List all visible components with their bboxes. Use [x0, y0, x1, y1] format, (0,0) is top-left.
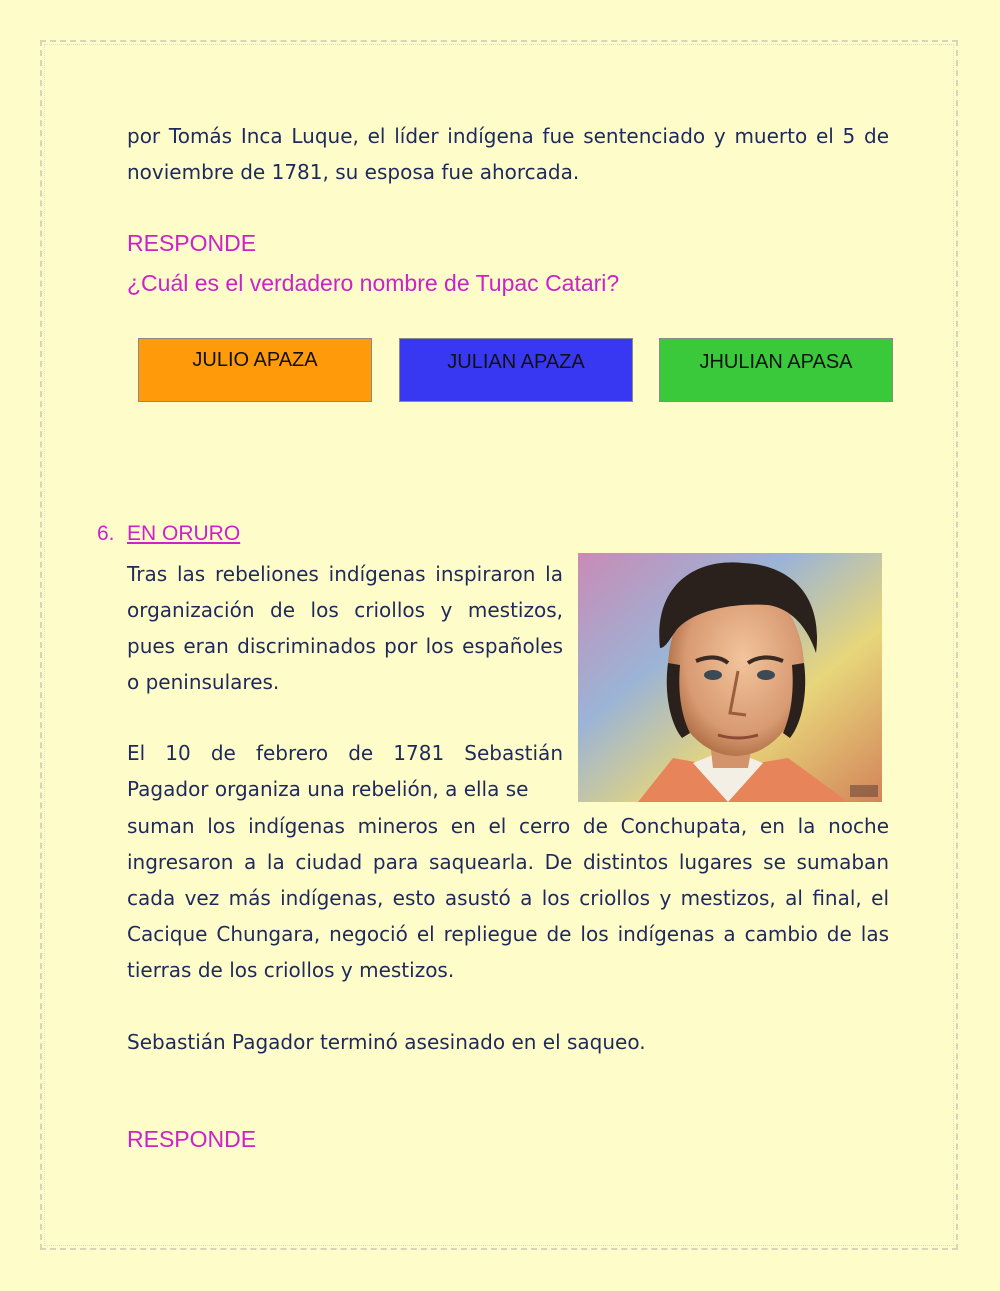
answer-option-julio-apaza[interactable]: JULIO APAZA: [138, 338, 372, 402]
portrait-illustration: [578, 553, 882, 802]
answer-option-jhulian-apasa[interactable]: JHULIAN APASA: [659, 338, 893, 402]
section-title: EN ORURO: [127, 522, 241, 545]
intro-paragraph: por Tomás Inca Luque, el líder indígena fue sentenciado y muerto el 5 de noviembre de 1781, su esposa fue ahorcada.: [127, 124, 889, 184]
question1-prompt: ¿Cuál es el verdadero nombre de Tupac Catari?: [127, 270, 620, 296]
section-paragraph-2-rest: suman los indígenas mineros en el cerro de Conchupata, en la noche ingresaron a la ciudad para saquearla. De distintos lugares se sumaban cada vez más indígenas, esto asustó a los criollos y mestizos, al final, el Cacique Chungara, negoció el repliegue de los indígenas a cambio de las tierras de los criollos y mestizos.: [127, 814, 889, 982]
portrait-sebastian-pagador: [578, 553, 882, 802]
section-paragraph-3: Sebastián Pagador terminó asesinado en el saqueo.: [127, 1030, 646, 1054]
answer-option-julian-apaza[interactable]: JULIAN APAZA: [399, 338, 633, 402]
question1-heading: RESPONDE: [127, 230, 257, 256]
section-paragraph-1: Tras las rebeliones indígenas inspiraron la organización de los criollos y mestizos, pues eran discriminados por los españoles o peninsulares.: [127, 562, 563, 694]
section-number: 6.: [97, 522, 115, 545]
question2-heading: RESPONDE: [127, 1126, 257, 1152]
section-paragraph-2-start: El 10 de febrero de 1781 Sebastián Pagador organiza una rebelión, a ella se: [127, 741, 563, 801]
